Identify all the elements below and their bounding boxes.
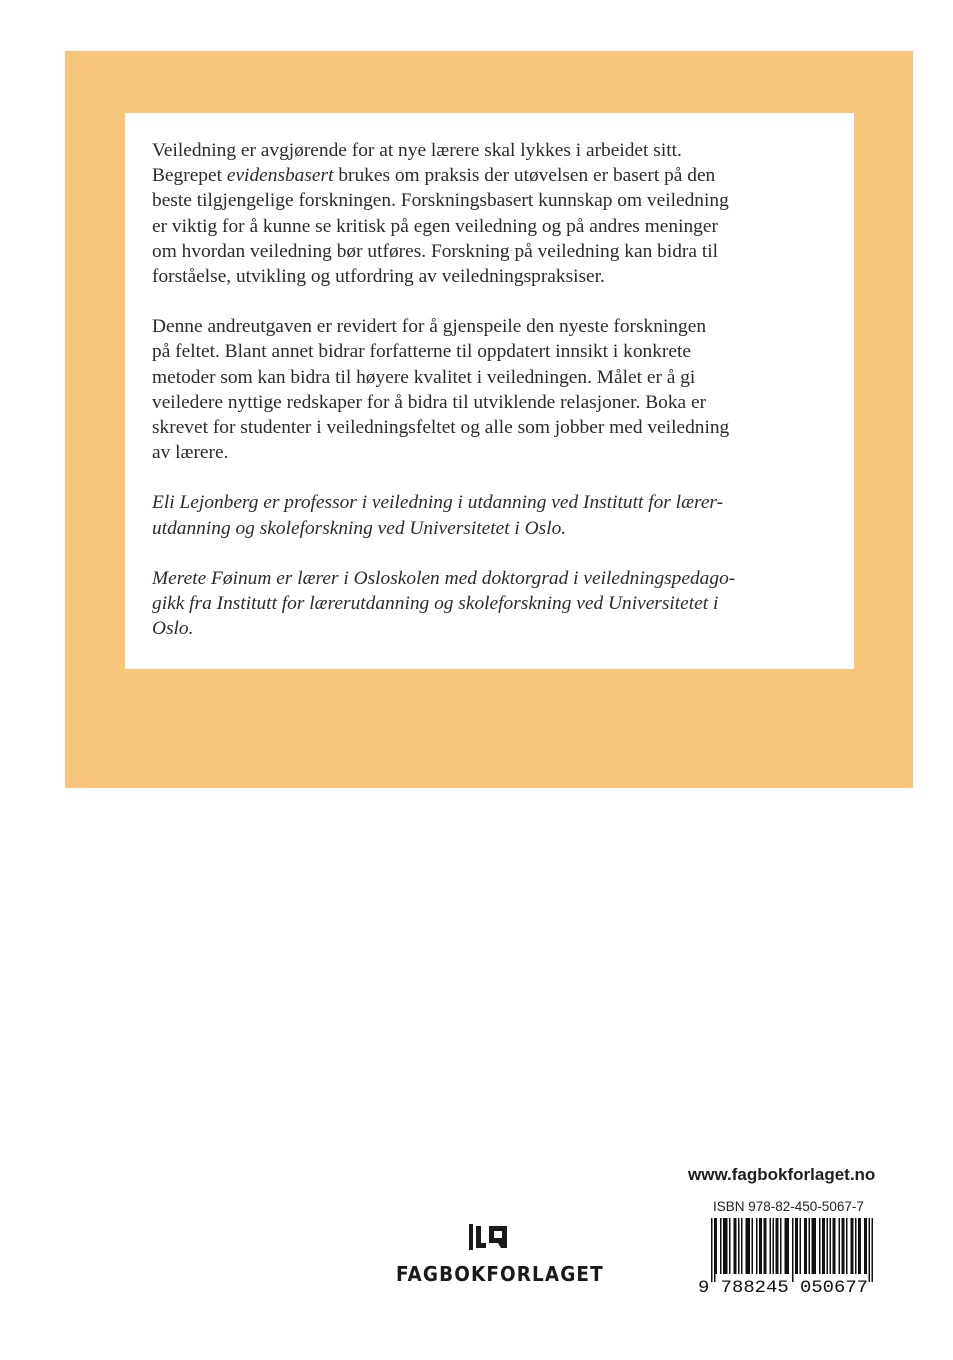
- barcode-bar: [824, 1218, 826, 1274]
- barcode-bar: [735, 1218, 737, 1274]
- barcode-bar: [773, 1218, 775, 1274]
- barcode-bar: [764, 1218, 766, 1274]
- author-bio-lejonberg: [152, 490, 824, 540]
- barcode-bar: [839, 1218, 841, 1274]
- barcode-bar: [726, 1218, 728, 1274]
- barcode-bar: [792, 1218, 794, 1282]
- barcode-bar: [785, 1218, 787, 1274]
- text-line: metoder som kan bidra til høyere kvalitet i veiledningen. Målet er å gi: [152, 366, 696, 388]
- text-line: av lærere.: [152, 442, 229, 464]
- barcode-bar: [765, 1218, 767, 1274]
- publisher-name: FAGBOKFORLAGET: [396, 1262, 604, 1286]
- barcode-bar: [827, 1218, 829, 1274]
- barcode-bar: [834, 1218, 836, 1274]
- barcode-bar: [843, 1218, 845, 1274]
- barcode-bar: [747, 1218, 749, 1274]
- barcode-bar: [729, 1218, 731, 1274]
- barcode-bar: [777, 1218, 779, 1274]
- barcode-bar: [720, 1218, 722, 1274]
- barcode-bar: [770, 1218, 772, 1274]
- barcode-bar: [723, 1218, 725, 1274]
- isbn-label: ISBN 978-82-450-5067-7: [713, 1199, 864, 1214]
- barcode-bar: [761, 1218, 763, 1274]
- paragraph-edition: [152, 314, 824, 465]
- isbn-barcode: [697, 1216, 877, 1294]
- barcode-bar: [815, 1218, 817, 1274]
- text-line: [152, 163, 824, 188]
- publisher-url[interactable]: www.fagbokforlaget.no: [688, 1165, 876, 1184]
- barcode-bar: [738, 1218, 740, 1274]
- barcode-bar: [725, 1218, 727, 1274]
- barcode-bar: [795, 1218, 797, 1274]
- barcode-bars: [711, 1218, 873, 1282]
- text-line: Denne andreutgaven er revidert for å gjenspeile den nyeste forskningen: [152, 316, 707, 338]
- text-line: Eli Lejonberg er professor i veiledning i utdanning ved Institutt for lærer-: [152, 492, 724, 514]
- barcode-bar: [716, 1218, 718, 1274]
- barcode-bar: [788, 1218, 790, 1274]
- barcode-bar: [759, 1218, 761, 1274]
- barcode-bar: [869, 1218, 871, 1282]
- barcode-bar: [855, 1218, 857, 1274]
- barcode-bar: [864, 1218, 866, 1274]
- author-bio-foinum: [152, 566, 824, 642]
- barcode-bar: [813, 1218, 815, 1274]
- barcode-bar: [842, 1218, 844, 1274]
- text-segment: brukes om praksis der utøvelsen er basert på den: [333, 165, 716, 187]
- text-line: på feltet. Blant annet bidrar forfatterne til oppdatert innsikt i konkrete: [152, 341, 691, 363]
- barcode-bar: [809, 1218, 811, 1274]
- text-line: beste tilgjengelige forskningen. Forskningsbasert kunnskap om veiledning: [152, 190, 729, 212]
- barcode-bar: [714, 1218, 716, 1282]
- barcode-bar: [819, 1218, 821, 1274]
- barcode-bar: [846, 1218, 848, 1274]
- barcode-bar: [780, 1218, 782, 1274]
- barcode-bar: [866, 1218, 868, 1274]
- text-line: forståelse, utvikling og utfordring av veiledningspraksiser.: [152, 266, 605, 288]
- barcode-bar: [756, 1218, 758, 1274]
- barcode-bar: [749, 1218, 751, 1274]
- barcode-bar: [797, 1218, 799, 1274]
- barcode-bar: [734, 1218, 736, 1274]
- barcode-bar: [711, 1218, 713, 1282]
- text-line: Oslo.: [152, 618, 194, 640]
- book-logo-icon: [467, 1222, 509, 1252]
- barcode-bar: [822, 1218, 824, 1274]
- emphasis-term: evidensbasert: [226, 165, 334, 187]
- barcode-bar: [852, 1218, 854, 1274]
- barcode-bar: [741, 1218, 743, 1274]
- barcode-bar: [833, 1218, 835, 1274]
- barcode-bar: [806, 1218, 808, 1274]
- barcode-bar: [746, 1218, 748, 1274]
- text-line: utdanning og skoleforskning ved Universitetet i Oslo.: [152, 517, 567, 539]
- barcode-bar: [812, 1218, 814, 1274]
- blurb-text: [152, 138, 824, 641]
- barcode-bar: [804, 1218, 806, 1274]
- barcode-bar: [860, 1218, 862, 1274]
- text-line: om hvordan veiledning bør utføres. Forskning på veiledning kan bidra til: [152, 240, 718, 262]
- barcode-bar: [776, 1218, 778, 1274]
- barcode-bar: [752, 1218, 754, 1274]
- text-line: Veiledning er avgjørende for at nye lærere skal lykkes i arbeidet sitt.: [152, 140, 682, 161]
- text-line: gikk fra Institutt for lærerutdanning og skoleforskning ved Universitetet i: [152, 593, 719, 615]
- barcode-digits: 9 788245 050677: [698, 1278, 868, 1294]
- text-line: Merete Føinum er lærer i Osloskolen med doktorgrad i veiledningspedago-: [152, 567, 736, 589]
- barcode-bar: [800, 1218, 802, 1274]
- text-line: er viktig for å kunne se kritisk på egen veiledning og på andres meninger: [152, 215, 718, 237]
- paragraph-intro: [152, 138, 824, 289]
- barcode-bar: [786, 1218, 788, 1274]
- text-line: skrevet for studenter i veiledningsfeltet og alle som jobber med veiledning: [152, 417, 730, 439]
- text-line: veiledere nyttige redskaper for å bidra til utviklende relasjoner. Boka er: [152, 391, 707, 413]
- barcode-bar: [830, 1218, 832, 1274]
- barcode-bar: [872, 1218, 874, 1282]
- barcode-bar: [851, 1218, 853, 1274]
- text-segment: Begrepet: [152, 165, 227, 187]
- barcode-bar: [858, 1218, 860, 1274]
